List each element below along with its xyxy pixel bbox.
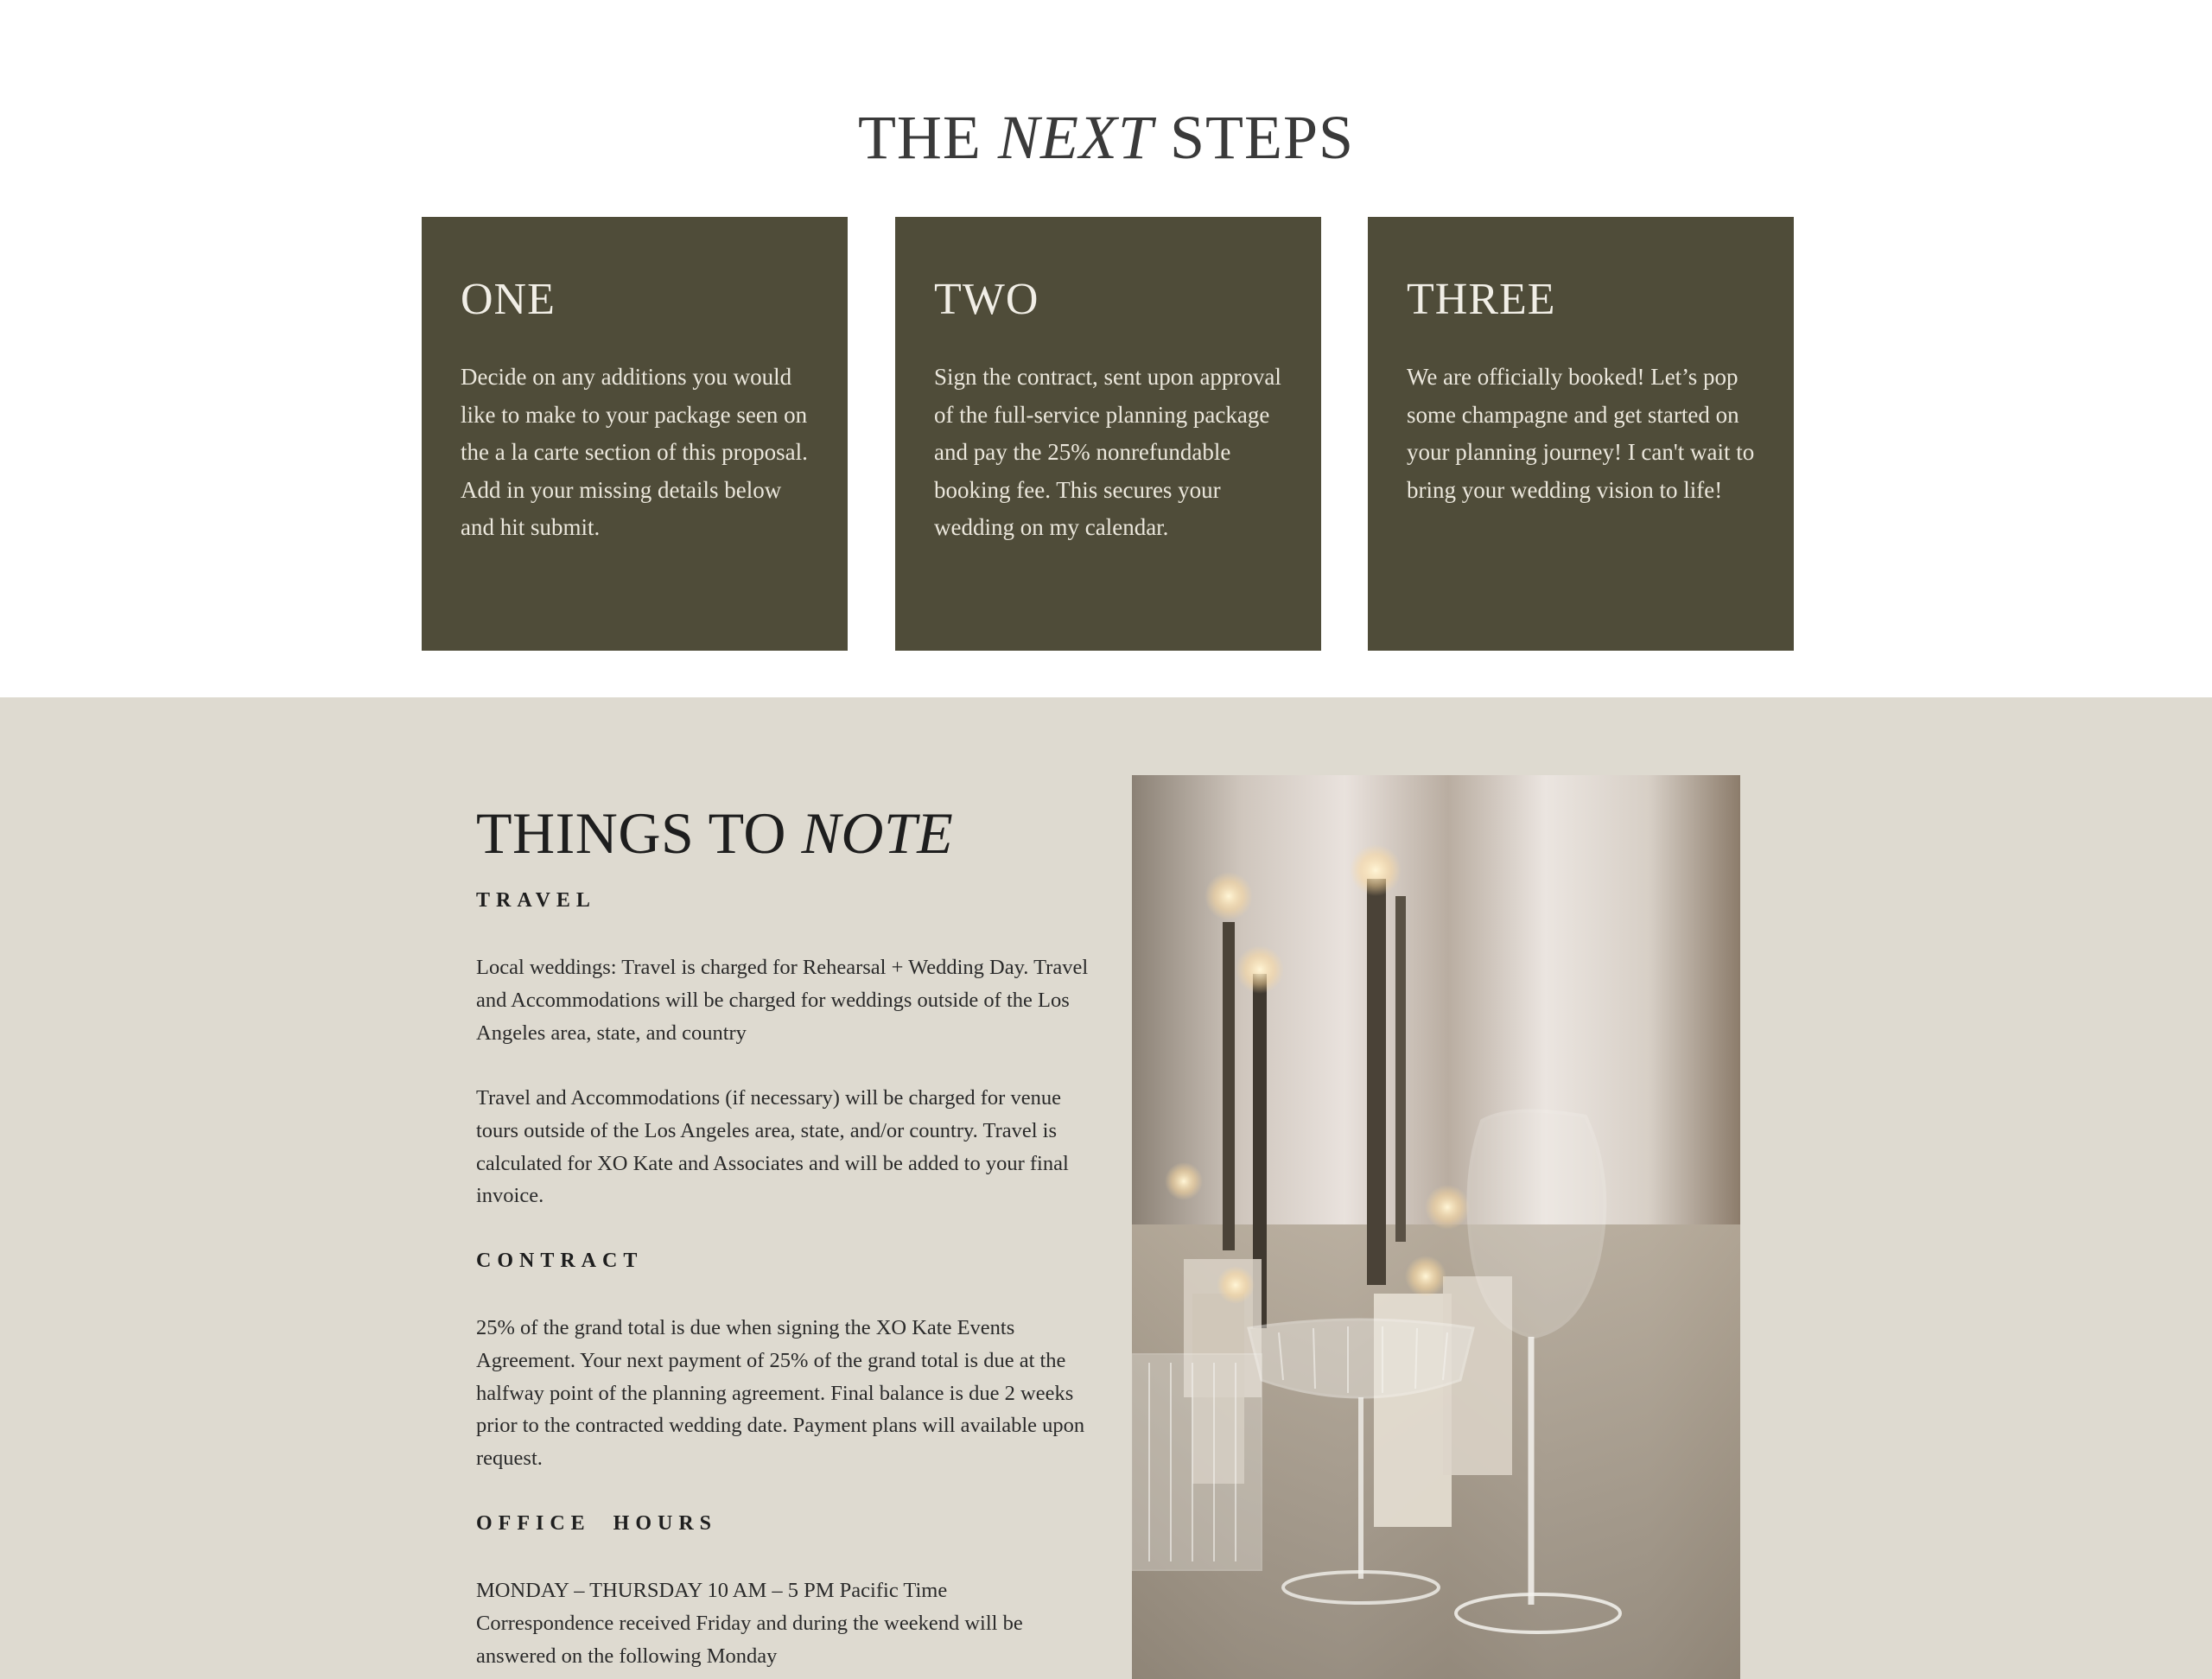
next-steps-heading (0, 102, 2212, 174)
contract-heading: CONTRACT (476, 1250, 644, 1272)
photo-illustration (1132, 775, 1740, 1679)
travel-heading: TRAVEL (476, 889, 596, 912)
heading-emphasis: NOTE (801, 800, 954, 866)
heading-emphasis: NEXT (997, 103, 1154, 172)
step-text: Sign the contract, sent upon approval of the full-service planning package and pay the 25% nonrefundable booking fee. This secures your wedding on my calendar. (934, 364, 1281, 540)
step-card-two (895, 217, 1321, 651)
heading-part: THINGS TO (476, 800, 802, 866)
next-steps-section (0, 0, 2212, 697)
travel-paragraph-2: Travel and Accommodations (if necessary) will be charged for venue tours outside of the Los Angeles area, state, and/or country. Travel is calculated for XO Kate and Associates and will be added to your final invoice. (476, 1086, 1069, 1208)
heading-part: THE (857, 103, 998, 172)
step-card-three (1368, 217, 1794, 651)
step-text: We are officially booked! Let’s pop some champagne and get started on your planning journey! I can't wait to bring your wedding vision to life! (1407, 364, 1755, 503)
heading-part: STEPS (1153, 103, 1355, 172)
office-hours-note: Correspondence received Friday and during the weekend will be answered on the following Monday (476, 1612, 1023, 1668)
travel-paragraph-1: Local weddings: Travel is charged for Rehearsal + Wedding Day. Travel and Accommodations will be charged for weddings outside of the Los Angeles area, state, and country (476, 956, 1089, 1045)
step-card-one (422, 217, 848, 651)
contract-paragraph: 25% of the grand total is due when signing the XO Kate Events Agreement. Your next payment of 25% of the grand total is due at the halfway point of the planning agreement. Final balance is due 2 weeks prior to the contracted wedding date. Payment plans will available upon request. (476, 1316, 1085, 1471)
table-setting-photo (1132, 775, 1740, 1679)
step-title: THREE (1407, 275, 1556, 324)
office-hours-line: MONDAY – THURSDAY 10 AM – 5 PM Pacific Time (476, 1579, 948, 1602)
things-to-note-section (0, 697, 2212, 1679)
step-text: Decide on any additions you would like to make to your package seen on the a la carte section of this proposal. Add in your missing details below and hit submit. (461, 364, 808, 540)
step-title: TWO (934, 275, 1039, 324)
step-title: ONE (461, 275, 556, 324)
office-hours-heading: OFFICE HOURS (476, 1512, 718, 1535)
things-to-note-heading (476, 799, 953, 868)
